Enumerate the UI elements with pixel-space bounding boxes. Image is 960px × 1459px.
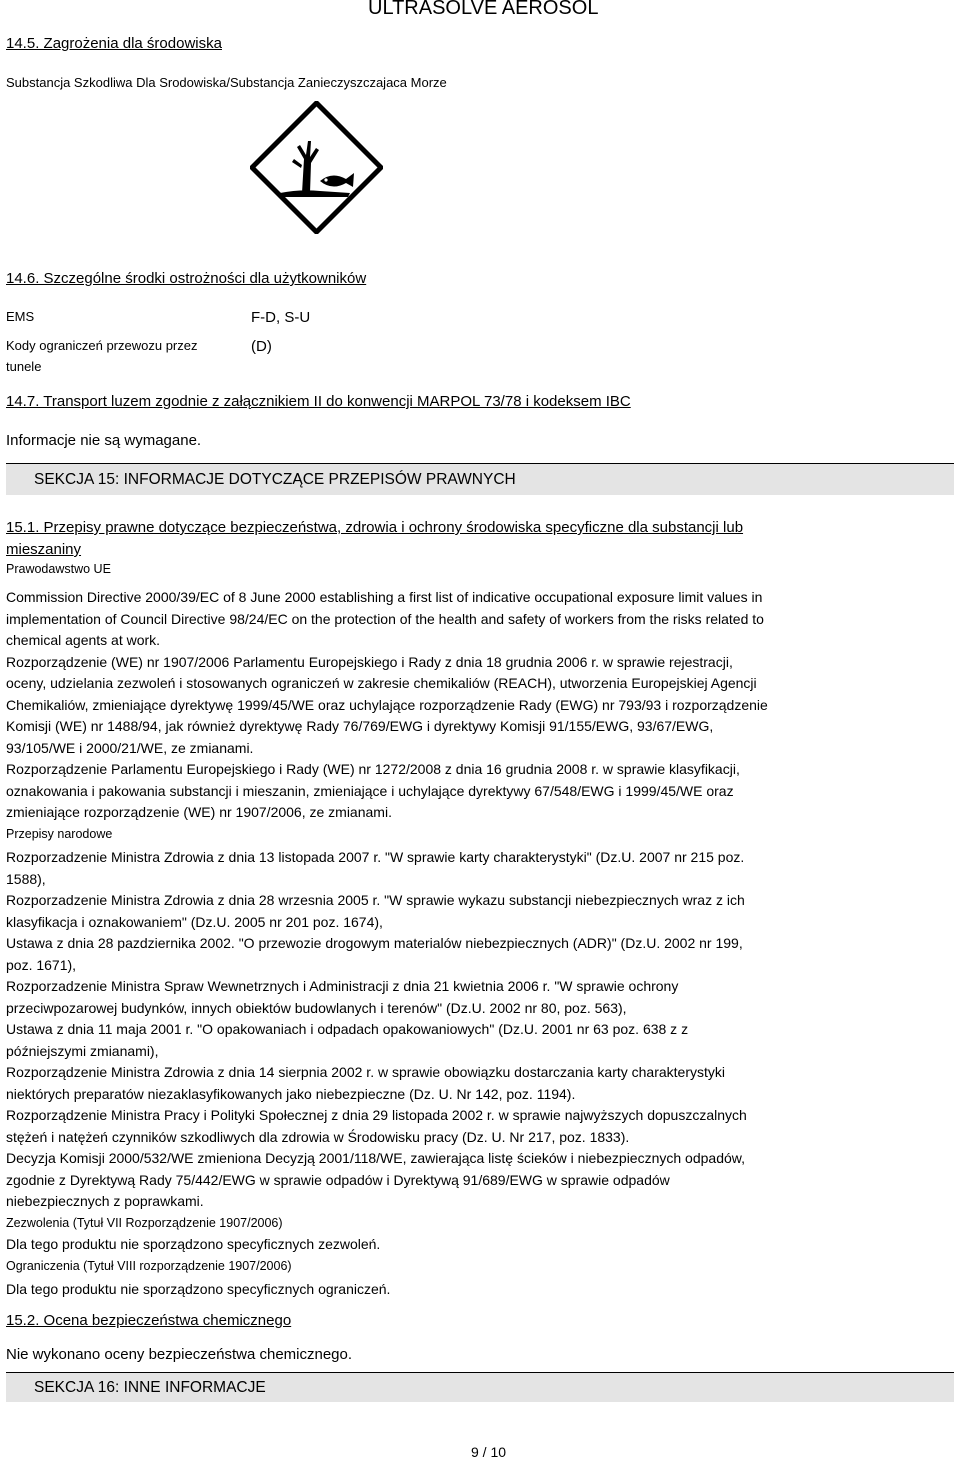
national-legislation-label: Przepisy narodowe — [6, 826, 113, 841]
section-16-title: SEKCJA 16: INNE INFORMACJE — [34, 1379, 266, 1396]
national-line: stężeń i natężeń czynników szkodliwych dla zdrowia w Środowisku pracy (Dz. U. Nr 217, poz. 1833). — [6, 1128, 630, 1145]
regulations-text-block — [6, 587, 956, 1301]
environment-hazard-icon — [250, 101, 383, 234]
national-line: niektórych preparatów niezaklasyfikowanych jako niebezpieczne (Dz. U. Nr 142, poz. 1194). — [6, 1085, 576, 1102]
national-line: Ustawa z dnia 28 pazdziernika 2002. "O przewozie drogowym materialów niebezpiecznych (ADR)" (Dz.U. 2002 nr 199, — [6, 935, 743, 951]
national-line: niebezpiecznych z poprawkami. — [6, 1193, 204, 1209]
eu-line: Rozporządzenie Parlamentu Europejskiego i Rady (WE) nr 1272/2008 z dnia 16 grudnia 2008 r. w sprawie klasyfikacji, — [6, 761, 740, 777]
section-14-5-heading: 14.5. Zagrożenia dla środowiska — [6, 35, 222, 52]
section-16-band — [6, 1372, 954, 1402]
restrictions-label: Ograniczenia (Tytuł VIII rozporządzenie 1907/2006) — [6, 1258, 292, 1273]
eu-line: implementation of Council Directive 98/24/EC on the protection of the health and safety of workers from the risks related to — [6, 610, 764, 627]
tunnel-code-label-line-1: Kody ograniczeń przewozu przez — [6, 338, 198, 353]
section-15-title: SEKCJA 15: INFORMACJE DOTYCZĄCE PRZEPISÓW PRAWNYCH — [34, 471, 516, 488]
eu-line: 93/105/WE i 2000/21/WE, ze zmianami. — [6, 739, 254, 756]
national-line: klasyfikacja i oznakowaniem" (Dz.U. 2005 nr 201 poz. 1674), — [6, 913, 383, 930]
national-line: Ustawa z dnia 11 maja 2001 r. "O opakowaniach i odpadach opakowaniowych" (Dz.U. 2001 nr 63 poz. 638 z z — [6, 1021, 689, 1037]
national-line: 1588), — [6, 870, 46, 887]
restrictions-text: Dla tego produktu nie sporządzono specyficznych ograniczeń. — [6, 1281, 391, 1297]
national-line: Rozporzadzenie Ministra Zdrowia z dnia 28 wrzesnia 2005 r. "W sprawie wykazu substancji niebezpiecznych wraz z ich — [6, 892, 745, 908]
national-line: Rozporzadzenie Ministra Spraw Wewnetrznych i Administracji z dnia 21 kwietnia 2006 r. "W sprawie ochrony — [6, 978, 679, 994]
eu-line: Chemikaliów, zmieniające dyrektywę 1999/45/WE oraz uchylające rozporządzenie Rady (EWG) nr 793/93 i rozporządzenie — [6, 696, 768, 713]
eu-line: Commission Directive 2000/39/EC of 8 June 2000 establishing a first list of indicative occupational exposure limit values in — [6, 589, 763, 605]
section-15-band — [6, 463, 954, 495]
national-line: Rozporządzenie Ministra Pracy i Polityki Społecznej z dnia 29 listopada 2002 r. w sprawie najwyższych dopuszczalnych — [6, 1107, 747, 1123]
ems-label: EMS — [6, 309, 35, 324]
section-15-2-heading: 15.2. Ocena bezpieczeństwa chemicznego — [6, 1312, 292, 1329]
national-line: zgodnie z Dyrektywą Rady 75/442/EWG w sprawie odpadów i Dyrektywą 91/689/EWG w sprawie odpadów — [6, 1171, 670, 1188]
authorisations-text: Dla tego produktu nie sporządzono specyficznych zezwoleń. — [6, 1236, 381, 1252]
eu-line: zmieniające rozporządzenie (WE) nr 1907/2006, ze zmianami. — [6, 804, 392, 820]
document-title: ULTRASOLVE AEROSOL — [368, 0, 599, 19]
national-line: Rozporzadzenie Ministra Zdrowia z dnia 13 listopada 2007 r. "W sprawie karty charakterystyki" (Dz.U. 2007 nr 215 poz. — [6, 849, 745, 865]
section-14-7-heading: 14.7. Transport luzem zgodnie z załącznikiem II do konwencji MARPOL 73/78 i kodeksem IBC — [6, 393, 631, 410]
eu-line: Komisji (WE) nr 1488/94, jak również dyrektywę Rady 76/769/EWG i dyrektywy Komisji 91/155/EWG, 93/67/EWG, — [6, 718, 714, 734]
section-15-1-heading-line-2: mieszaniny — [6, 541, 82, 558]
eu-legislation-label: Prawodawstwo UE — [6, 562, 111, 576]
national-line: Decyzja Komisji 2000/532/WE zmieniona Decyzją 2001/118/WE, zawierająca listę ścieków i niebezpiecznych odpadów, — [6, 1150, 745, 1166]
eu-line: chemical agents at work. — [6, 632, 161, 648]
tunnel-code-label-line-2: tunele — [6, 359, 42, 374]
section-14-7-text: Informacje nie są wymagane. — [6, 432, 202, 449]
national-line: przeciwpozarowej budynków, innych obiektów budowlanych i terenów" (Dz.U. 2002 nr 80, poz. 563), — [6, 999, 627, 1016]
authorisations-label: Zezwolenia (Tytuł VII Rozporządzenie 1907/2006) — [6, 1215, 283, 1230]
ems-value: F-D, S-U — [251, 309, 311, 326]
page-number: 9 / 10 — [471, 1444, 507, 1459]
eu-line: oznakowania i pakowania substancji i mieszanin, zmieniające i uchylające dyrektywy 67/548/EWG i 1999/45/WE oraz — [6, 782, 734, 799]
national-line: późniejszymi zmianami), — [6, 1042, 159, 1059]
tunnel-code-value: (D) — [251, 338, 272, 355]
national-line: Rozporządzenie Ministra Zdrowia z dnia 14 sierpnia 2002 r. w sprawie obowiązku dostarczania karty charakterystyki — [6, 1064, 725, 1080]
eu-line: oceny, udzielania zezwoleń i stosowanych ograniczeń w zakresie chemikaliów (REACH), utworzenia Europejskiej Agencji — [6, 675, 757, 691]
eu-line: Rozporządzenie (WE) nr 1907/2006 Parlamentu Europejskiego i Rady z dnia 18 grudnia 2006 r. w sprawie rejestracji, — [6, 653, 733, 670]
marine-pollutant-text: Substancja Szkodliwa Dla Srodowiska/Substancja Zanieczyszczajaca Morze — [6, 75, 447, 90]
section-15-1-heading-line-1: 15.1. Przepisy prawne dotyczące bezpieczeństwa, zdrowia i ochrony środowiska specyficzne dla substancji lub — [6, 519, 744, 536]
section-14-6-heading: 14.6. Szczególne środki ostrożności dla użytkowników — [6, 270, 367, 287]
section-15-2-text: Nie wykonano oceny bezpieczeństwa chemicznego. — [6, 1346, 353, 1363]
national-line: poz. 1671), — [6, 956, 77, 973]
